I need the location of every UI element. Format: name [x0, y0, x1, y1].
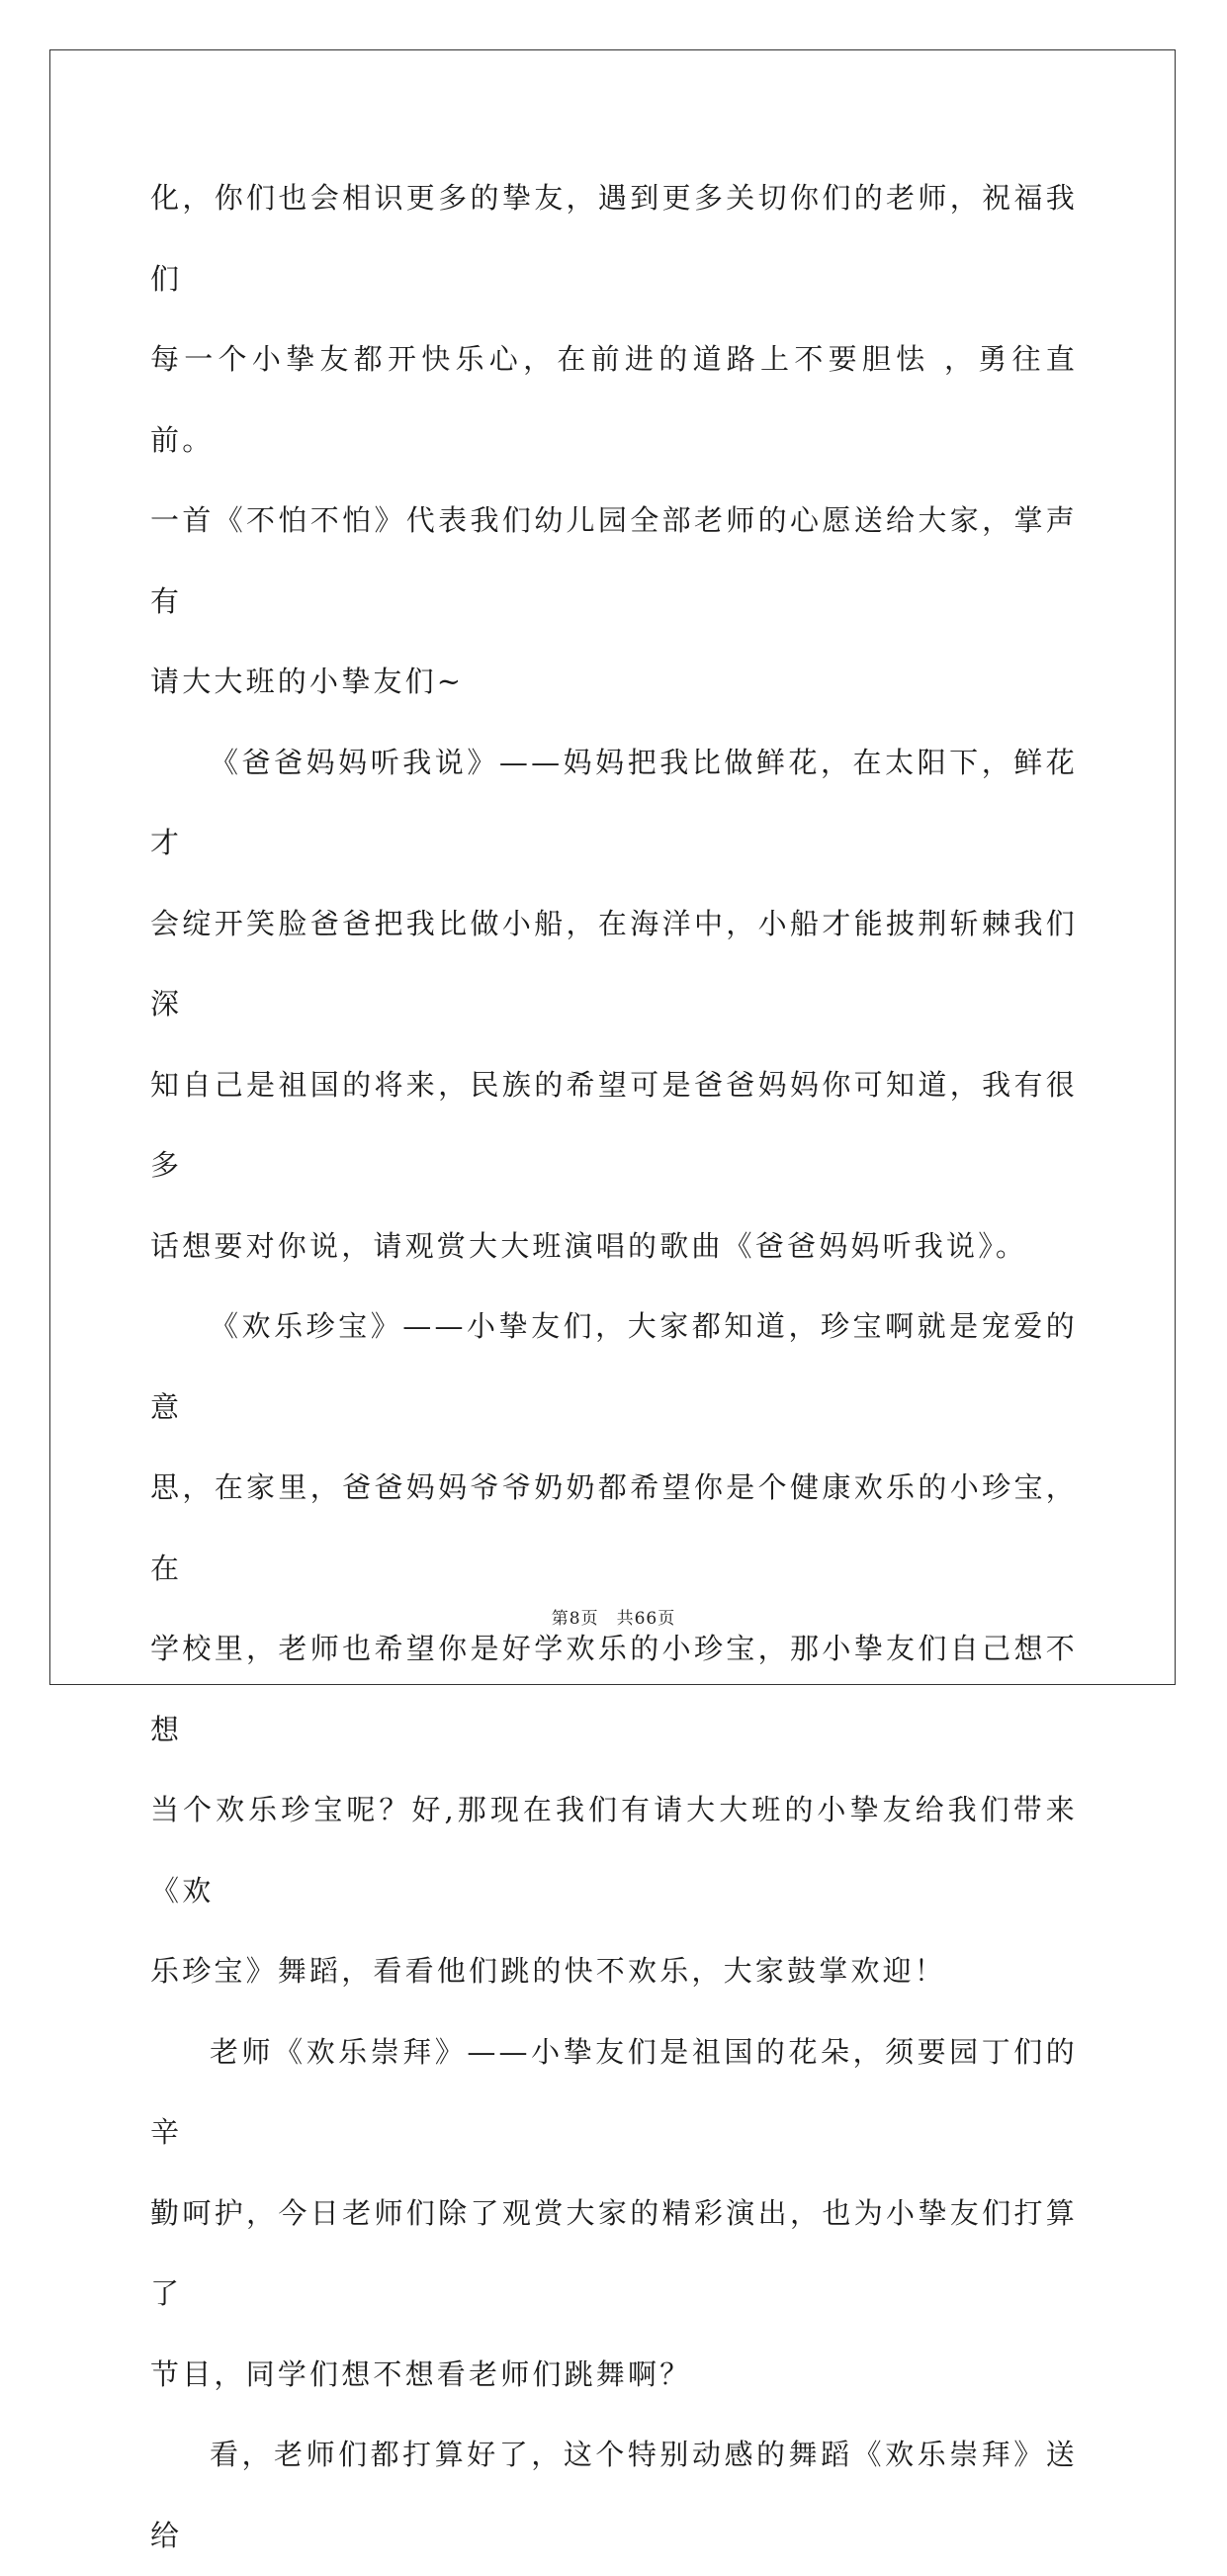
- text-line: 请大大班的小挚友们~: [150, 665, 465, 698]
- text-line: 看，老师们都打算好了，这个特别动感的舞蹈《欢乐崇拜》送给: [150, 2438, 1078, 2552]
- text-line: 《欢乐珍宝》——小挚友们，大家都知道，珍宝啊就是宠爱的意: [150, 1309, 1078, 1424]
- text-line: 当个欢乐珍宝呢？好,那现在我们有请大大班的小挚友给我们带来《欢: [150, 1793, 1078, 1908]
- text-line: 化，你们也会相识更多的挚友，遇到更多关切你们的老师，祝福我们: [150, 181, 1078, 296]
- text-line: 话想要对你说，请观赏大大班演唱的歌曲《爸爸妈妈听我说》。: [150, 1228, 1028, 1263]
- text-line: 会绽开笑脸爸爸把我比做小船，在海洋中，小船才能披荆斩棘我们深: [150, 906, 1078, 1021]
- text-line: 节目，同学们想不想看老师们跳舞啊？: [150, 2356, 692, 2391]
- text-line: 勤呵护，今日老师们除了观赏大家的精彩演出，也为小挚友们打算了: [150, 2195, 1078, 2310]
- document-body: [150, 158, 1078, 2576]
- text-line: 乐珍宝》舞蹈，看看他们跳的快不欢乐，大家鼓掌欢迎！: [150, 1954, 947, 1988]
- page-total: 共66页: [616, 1609, 676, 1629]
- paragraph: [150, 158, 1078, 723]
- paragraph: [150, 2012, 1078, 2416]
- text-line: 知自己是祖国的将来，民族的希望可是爸爸妈妈你可知道，我有很多: [150, 1067, 1078, 1182]
- page-footer: [0, 1604, 1227, 1629]
- text-line: 学校里，老师也希望你是好学欢乐的小珍宝，那小挚友们自己想不想: [150, 1632, 1078, 1746]
- page-number: 第8页: [551, 1609, 599, 1629]
- paragraph: [150, 1287, 1078, 2012]
- text-line: 每一个小挚友都开快乐心，在前进的道路上不要胆怯 ，勇往直前。: [150, 342, 1078, 457]
- text-line: 老师《欢乐崇拜》——小挚友们是祖国的花朵，须要园丁们的辛: [150, 2034, 1078, 2149]
- text-line: 一首《不怕不怕》代表我们幼儿园全部老师的心愿送给大家，掌声有: [150, 503, 1078, 618]
- paragraph: [150, 2415, 1078, 2576]
- paragraph: [150, 723, 1078, 1288]
- text-line: 《爸爸妈妈听我说》——妈妈把我比做鲜花，在太阳下，鲜花才: [150, 745, 1078, 859]
- text-line: 思，在家里，爸爸妈妈爷爷奶奶都希望你是个健康欢乐的小珍宝，在: [150, 1470, 1078, 1585]
